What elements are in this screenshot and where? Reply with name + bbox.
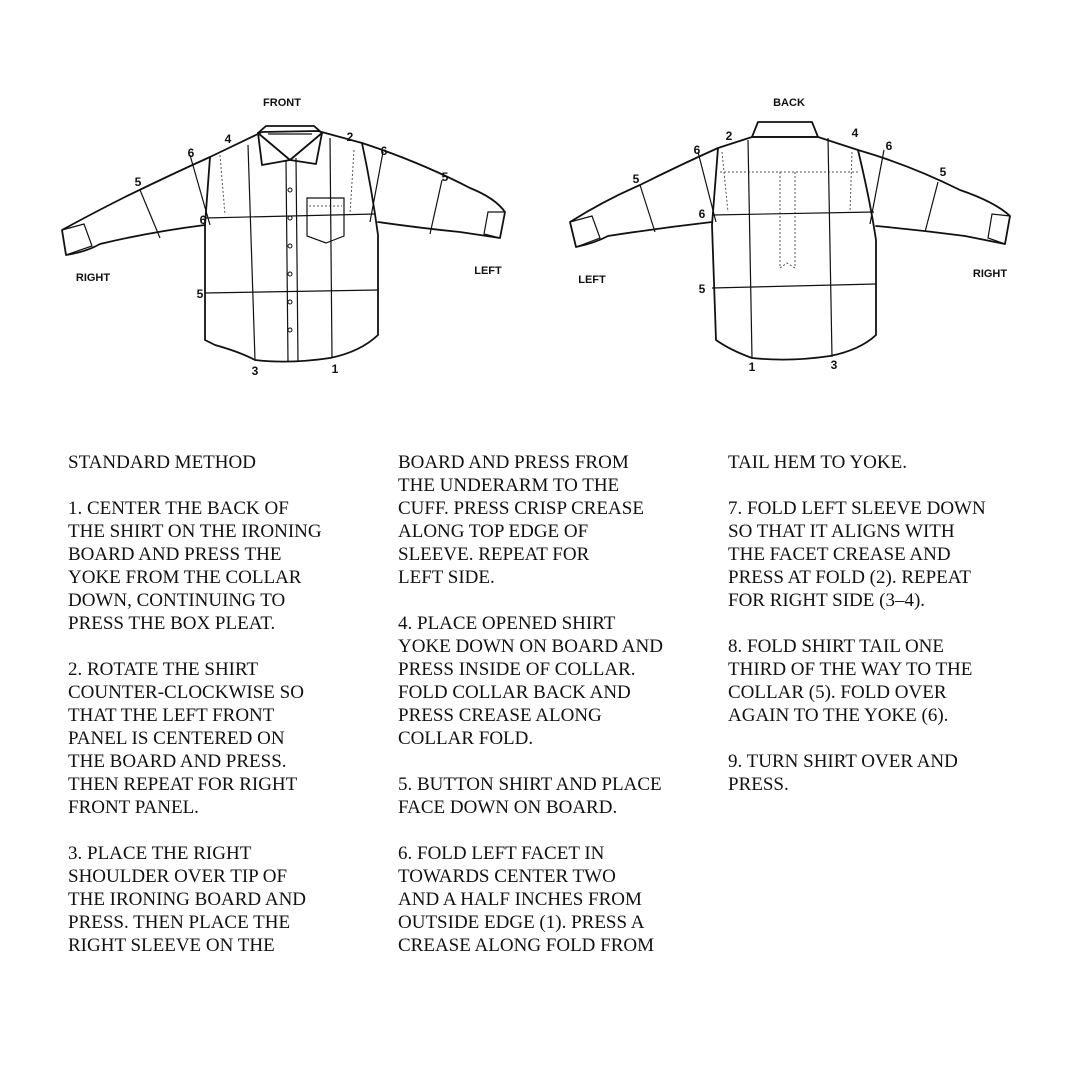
- instructions-column-3: [728, 451, 1028, 819]
- front-fold-6-body: 6: [199, 213, 207, 227]
- back-title: BACK: [773, 97, 805, 109]
- back-fold-5-body: 5: [698, 282, 706, 296]
- front-fold-4: 4: [224, 132, 232, 146]
- instructions-column-2: [398, 451, 698, 980]
- method-heading: STANDARD METHOD: [68, 452, 256, 473]
- step-6-start: 6. FOLD LEFT FACET IN TOWARDS CENTER TWO AND A HALF INCHES FROM OUTSIDE EDGE (1). PRESS A CREASE ALONG FOLD FROM: [398, 843, 655, 956]
- step-9: 9. TURN SHIRT OVER AND PRESS.: [728, 751, 958, 795]
- back-fold-3: 3: [830, 358, 838, 372]
- step-3-continued: BOARD AND PRESS FROM THE UNDERARM TO THE CUFF. PRESS CRISP CREASE ALONG TOP EDGE OF SLEEVE. REPEAT FOR LEFT SIDE.: [398, 452, 644, 588]
- back-fold-6-right: 6: [885, 139, 893, 153]
- front-title: FRONT: [263, 97, 301, 109]
- front-fold-6-right: 6: [380, 144, 388, 158]
- step-4: 4. PLACE OPENED SHIRT YOKE DOWN ON BOARD AND PRESS INSIDE OF COLLAR. FOLD COLLAR BACK AND PRESS CREASE ALONG COLLAR FOLD.: [398, 613, 663, 749]
- front-fold-6-left: 6: [187, 146, 195, 160]
- front-fold-2: 2: [346, 130, 354, 144]
- step-2: 2. ROTATE THE SHIRT COUNTER-CLOCKWISE SO THAT THE LEFT FRONT PANEL IS CENTERED ON THE BOARD AND PRESS. THEN REPEAT FOR RIGHT FRONT PANEL.: [68, 659, 304, 818]
- front-fold-3: 3: [251, 364, 259, 378]
- back-fold-5-right: 5: [939, 165, 947, 179]
- front-fold-5-left: 5: [134, 175, 142, 189]
- step-8: 8. FOLD SHIRT TAIL ONE THIRD OF THE WAY TO THE COLLAR (5). FOLD OVER AGAIN TO THE YOKE (6).: [728, 636, 973, 726]
- back-fold-4: 4: [851, 126, 859, 140]
- back-shirt-illustration: [570, 122, 1010, 360]
- back-left-label: LEFT: [578, 274, 606, 286]
- front-left-label: LEFT: [474, 265, 502, 277]
- step-5: 5. BUTTON SHIRT AND PLACE FACE DOWN ON BOARD.: [398, 774, 662, 818]
- back-fold-1: 1: [748, 360, 756, 374]
- front-shirt-illustration: [62, 126, 505, 362]
- back-fold-2: 2: [725, 129, 733, 143]
- instructions-column-1: [68, 451, 368, 980]
- shirt-folding-diagram: [0, 0, 1080, 420]
- step-3-start: 3. PLACE THE RIGHT SHOULDER OVER TIP OF THE IRONING BOARD AND PRESS. THEN PLACE THE RIGHT SLEEVE ON THE: [68, 843, 307, 956]
- front-fold-5-body: 5: [196, 287, 204, 301]
- front-fold-5-right: 5: [441, 170, 449, 184]
- front-fold-1: 1: [331, 362, 339, 376]
- step-7: 7. FOLD LEFT SLEEVE DOWN SO THAT IT ALIGNS WITH THE FACET CREASE AND PRESS AT FOLD (2). REPEAT FOR RIGHT SIDE (3–4).: [728, 498, 986, 611]
- front-right-label: RIGHT: [75, 272, 111, 284]
- back-fold-6-left: 6: [693, 143, 701, 157]
- step-1: 1. CENTER THE BACK OF THE SHIRT ON THE IRONING BOARD AND PRESS THE YOKE FROM THE COLLAR DOWN, CONTINUING TO PRESS THE BOX PLEAT.: [68, 498, 322, 634]
- step-6-continued: TAIL HEM TO YOKE.: [728, 452, 907, 473]
- back-fold-5-left: 5: [632, 172, 640, 186]
- back-right-label: RIGHT: [972, 268, 1008, 280]
- back-fold-6-body: 6: [698, 207, 706, 221]
